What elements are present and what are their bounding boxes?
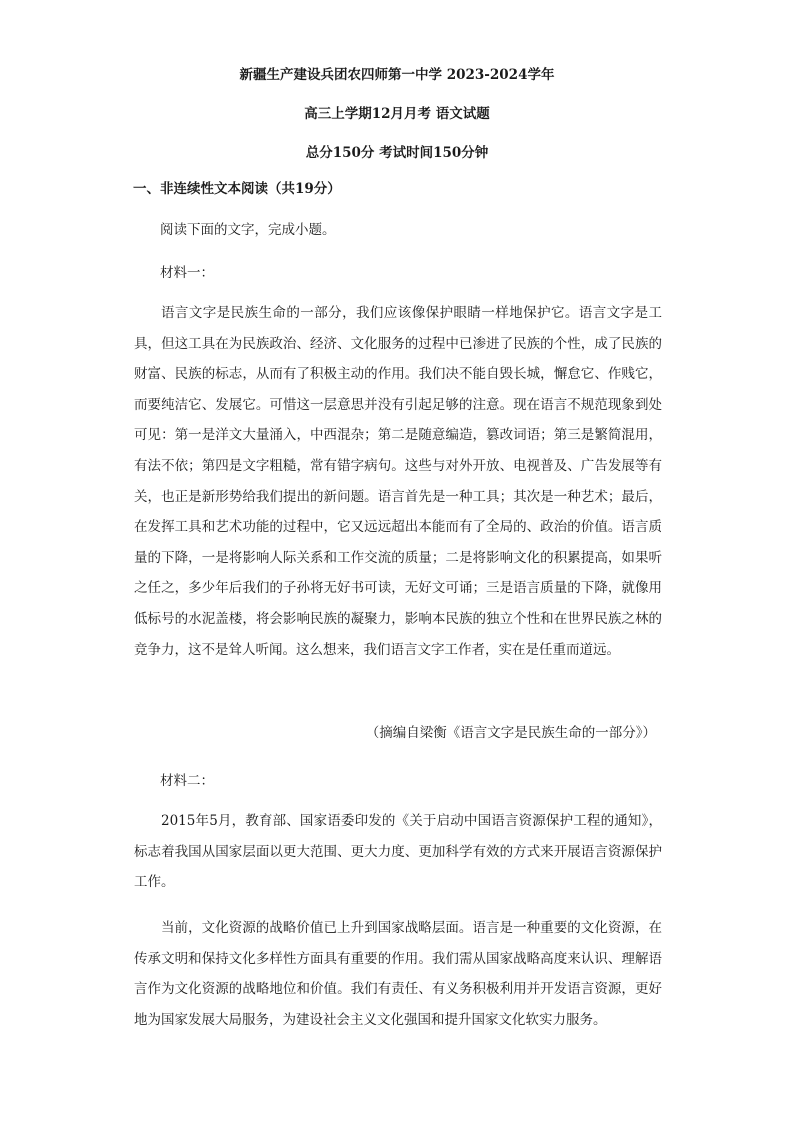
- section-heading: 一、非连续性文本阅读（共19分）: [133, 181, 341, 197]
- material1-paragraph: 语言文字是民族生命的一部分，我们应该像保护眼睛一样地保护它。语言文字是工具，但这工具在为民族政治、经济、文化服务的过程中已渗进了民族的个性，成了民族的财富、民族的标志，从而有了积极主动的作用。我们决不能自毁长城，懈怠它、作贱它，而要纯洁它、发展它。可惜这一层意思并没有引起足够的注意。现在语言不规范现象到处可见：第一是洋文大量涌入，中西混杂；第二是随意编造，篡改词语；第三是繁简混用，有法不依；第四是文字粗糙，常有错字病句。这些与对外开放、电视普及、广告发展等有关，也正是新形势给我们提出的新问题。语言首先是一种工具；其次是一种艺术；最后，在发挥工具和艺术功能的过程中，它又远远超出本能而有了全局的、政治的价值。语言质量的下降，一是将影响人际关系和工作交流的质量；二是将影响文化的积累提高，如果听之任之，多少年后我们的子孙将无好书可读，无好文可诵；三是语言质量的下降，就像用低标号的水泥盖楼，将会影响民族的凝聚力，影响本民族的独立个性和在世界民族之林的竞争力，这不是耸人听闻。这么想来，我们语言文字工作者，实在是任重而道远。: [134, 305, 662, 658]
- exam-subtitle: 高三上学期12月月考 语文试题: [304, 106, 490, 122]
- material1-source: （摘编自梁衡《语言文字是民族生命的一部分》）: [365, 725, 656, 741]
- exam-score-time: 总分150分 考试时间150分钟: [305, 145, 489, 161]
- material2-paragraph-1: 2015年5月，教育部、国家语委印发的《关于启动中国语言资源保护工程的通知》，标志着我国从国家层面以更大范围、更大力度、更加科学有效的方式来开展语言资源保护工作。: [134, 813, 662, 891]
- reading-instruction: 阅读下面的文字，完成小题。: [160, 222, 336, 238]
- material2-label: 材料二：: [160, 773, 214, 789]
- exam-title: 新疆生产建设兵团农四师第一中学 2023-2024学年: [239, 67, 555, 83]
- material1-label: 材料一：: [160, 265, 214, 281]
- material2-paragraph-2: 当前，文化资源的战略价值已上升到国家战略层面。语言是一种重要的文化资源，在传承文明和保持文化多样性方面具有重要的作用。我们需从国家战略高度来认识、理解语言作为文化资源的战略地位和价值。我们有责任、有义务积极利用并开发语言资源，更好地为国家发展大局服务，为建设社会主义文化强国和提升国家文化软实力服务。: [134, 920, 662, 1028]
